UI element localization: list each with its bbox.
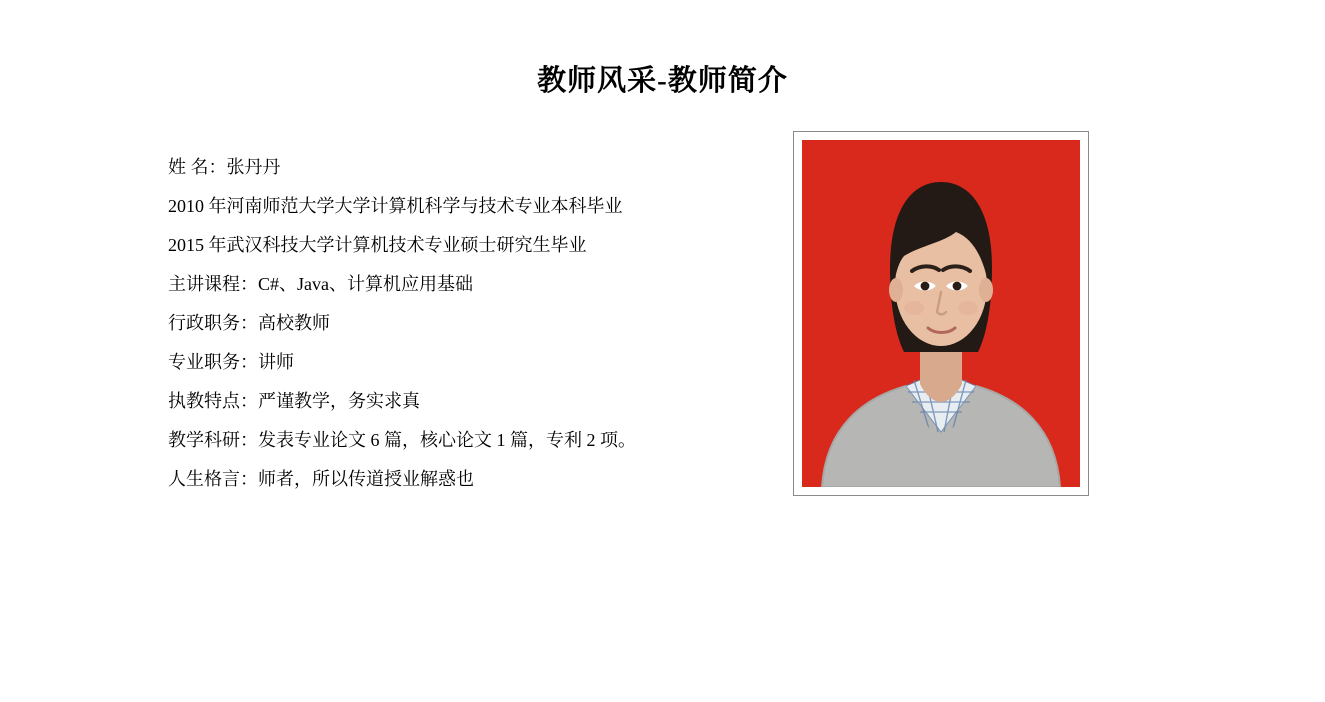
teacher-photo-frame: [793, 131, 1089, 496]
info-line-courses: 主讲课程：C#、Java、计算机应用基础: [168, 274, 473, 294]
page-title: 教师风采-教师简介: [537, 65, 788, 97]
info-line-master: 2015 年武汉科技大学计算机技术专业硕士研究生毕业: [168, 235, 587, 255]
info-line-professional-title: 专业职务：讲师: [168, 352, 294, 372]
portrait-photo-illustration: [802, 140, 1080, 487]
teacher-photo: [802, 140, 1080, 487]
info-line-motto: 人生格言：师者，所以传道授业解惑也: [168, 469, 474, 489]
info-line-undergraduate: 2010 年河南师范大学大学计算机科学与技术专业本科毕业: [168, 196, 623, 216]
teacher-info-block: [168, 148, 738, 499]
info-line-administrative-position: 行政职务：高校教师: [168, 313, 330, 333]
info-line-name: 姓 名：张丹丹: [168, 157, 281, 177]
info-line-research: 教学科研：发表专业论文 6 篇，核心论文 1 篇，专利 2 项。: [168, 430, 636, 450]
info-line-teaching-style: 执教特点：严谨教学，务实求真: [168, 391, 420, 411]
